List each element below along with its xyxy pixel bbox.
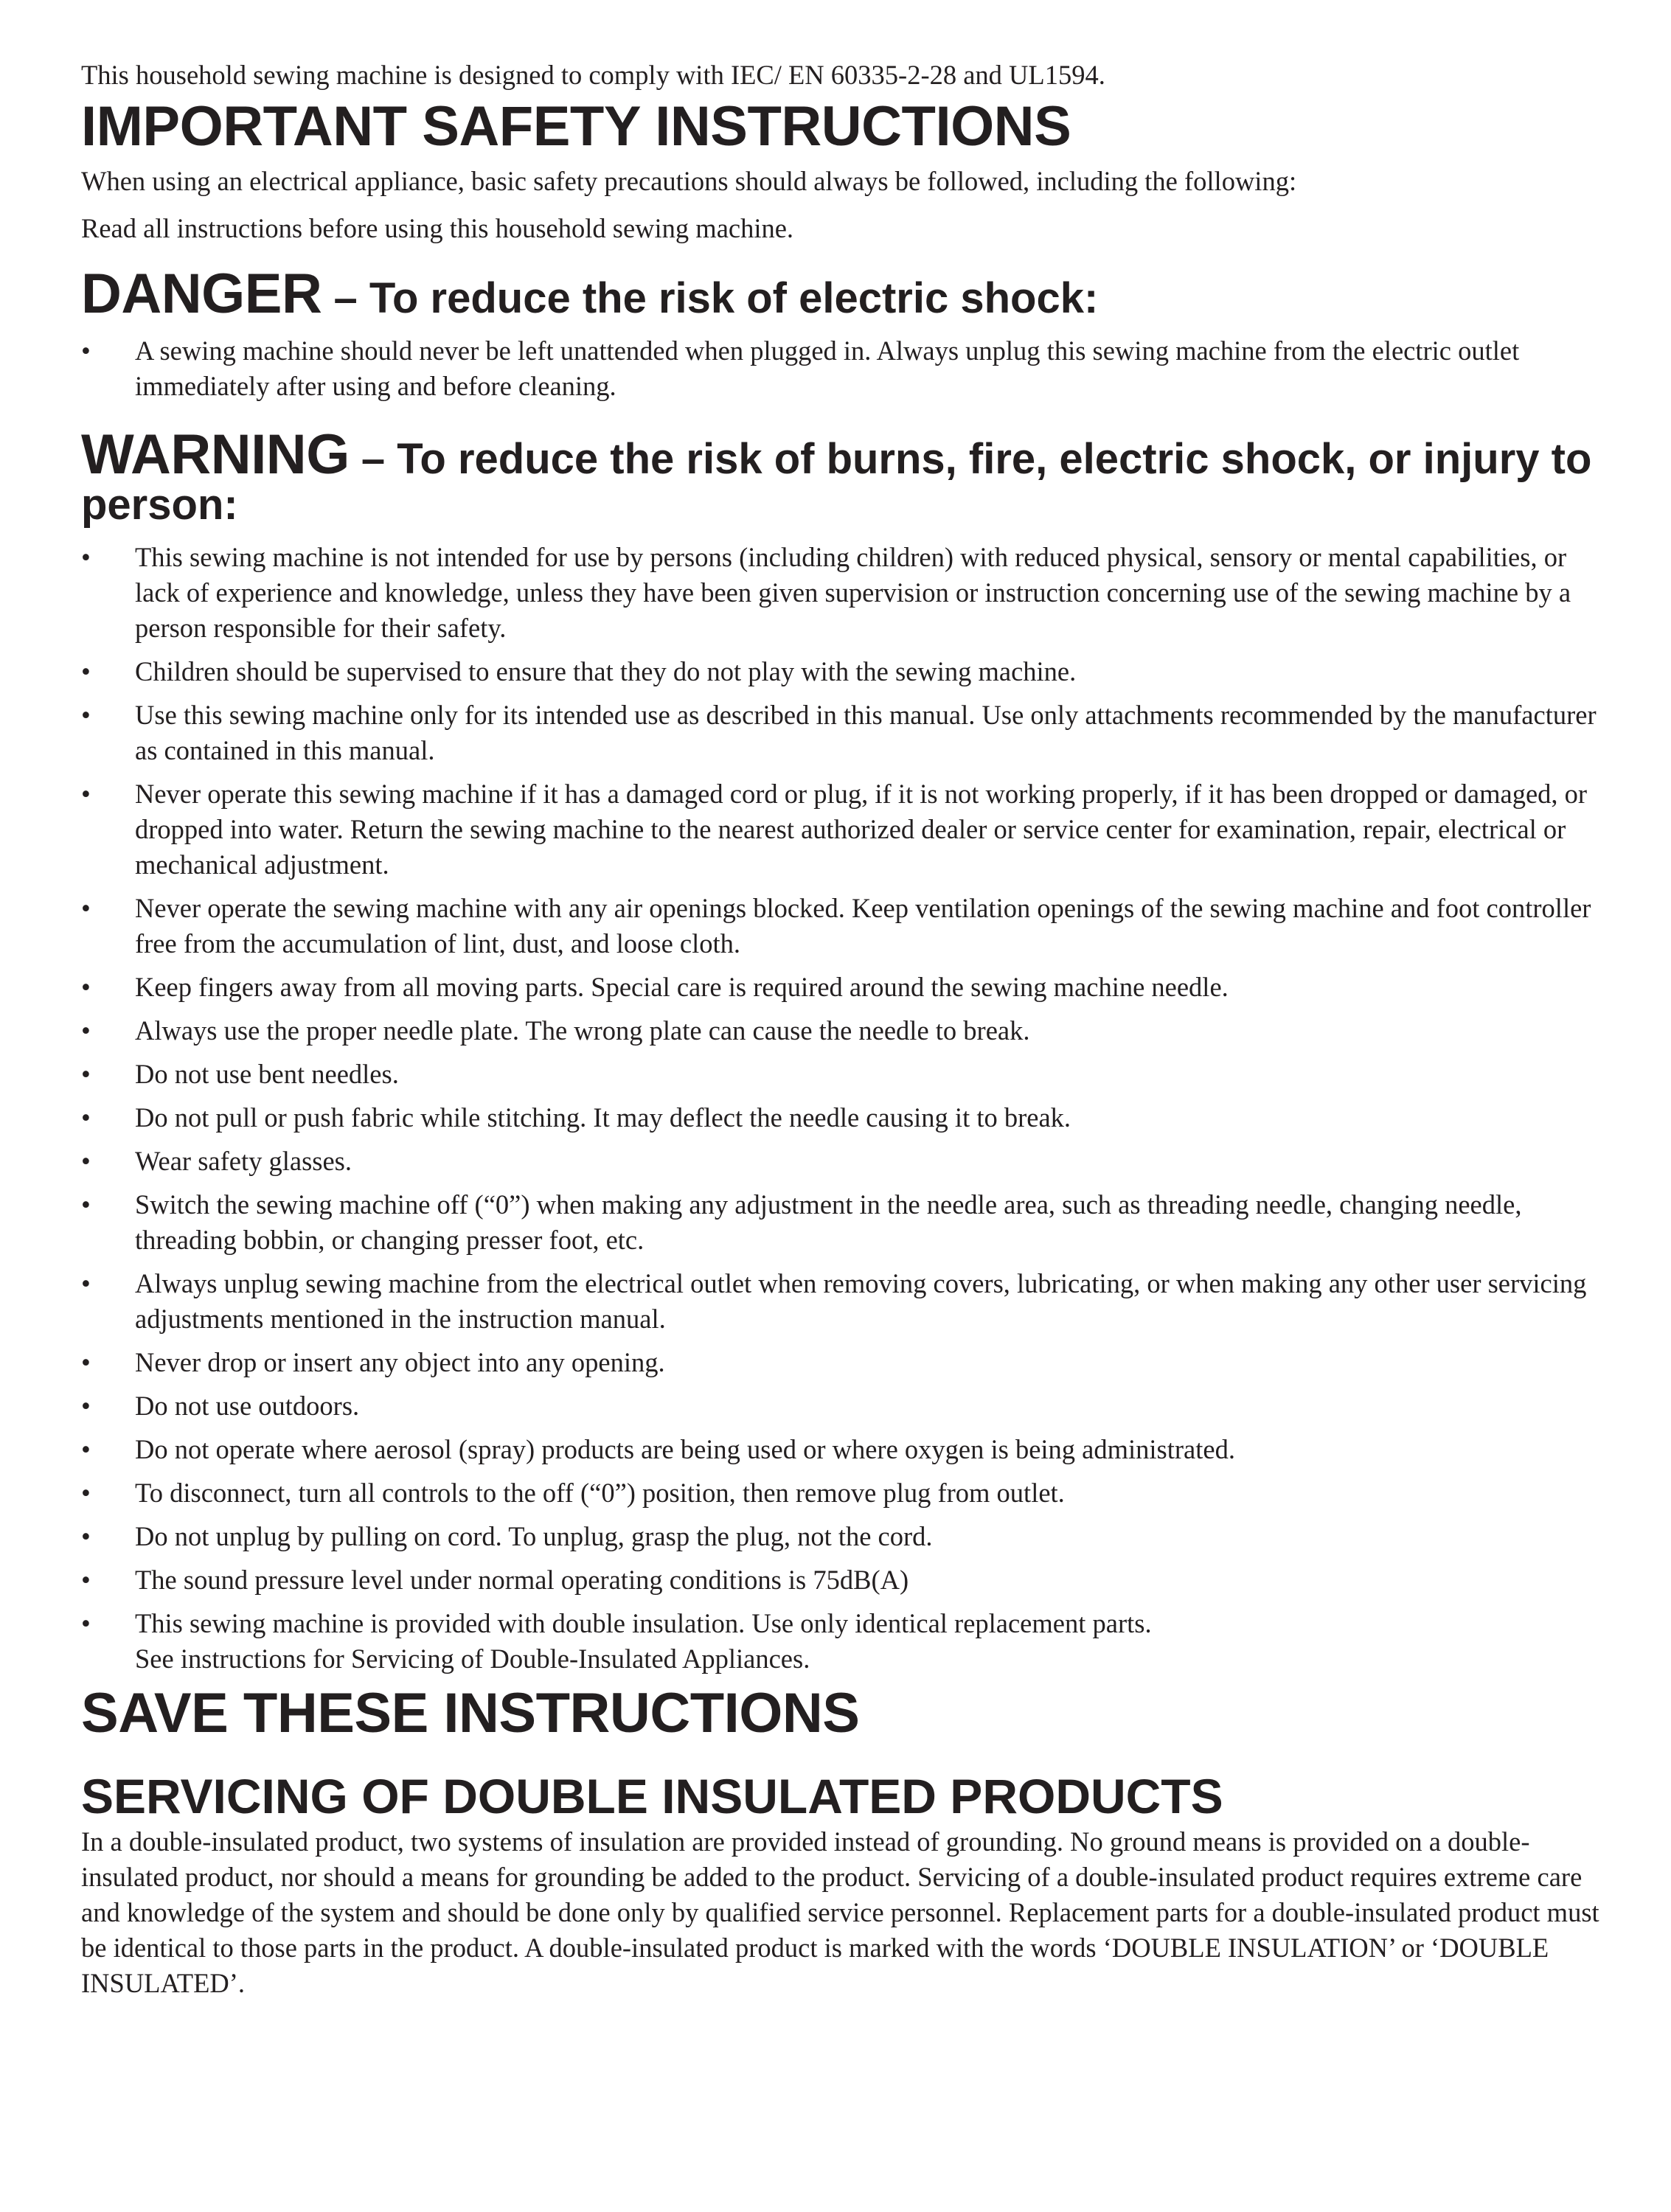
bullet-icon: • <box>81 1608 91 1638</box>
warning-item-text: Wear safety glasses. <box>135 1146 352 1176</box>
warning-item <box>81 1475 1600 1511</box>
servicing-body: In a double-insulated product, two systems of insulation are provided instead of grounding. No ground means is provided on a double-insulated product, nor should a means for grounding be added to the product. Servicing of a double-insulated product requires extreme care and knowledge of the system and should be done only by qualified service personnel. Replacement parts for a double-insulated product must be identical to those parts in the product. A double-insulated product is marked with the words ‘DOUBLE INSULATION’ or ‘DOUBLE INSULATED’. <box>81 1826 1599 1998</box>
danger-item <box>81 333 1600 404</box>
bullet-icon: • <box>81 893 91 923</box>
warning-item <box>81 1057 1600 1092</box>
warning-heading <box>81 423 1600 529</box>
warning-item <box>81 1432 1600 1467</box>
warning-item-text: Use this sewing machine only for its intended use as described in this manual. Use only attachments recommended by the manufacturer as contained in this manual. <box>135 700 1597 765</box>
bullet-icon: • <box>81 1102 91 1133</box>
bullet-icon: • <box>81 700 91 730</box>
bullet-icon: • <box>81 1189 91 1220</box>
bullet-icon: • <box>81 1347 91 1377</box>
bullet-icon: • <box>81 335 91 366</box>
warning-item-text: Switch the sewing machine off (“0”) when making any adjustment in the needle area, such as threading needle, changing needle, threading bobbin, or changing presser foot, etc. <box>135 1189 1522 1255</box>
danger-heading <box>81 262 1600 333</box>
intro-line-2: Read all instructions before using this household sewing machine. <box>81 213 794 243</box>
warning-item-text: Never drop or insert any object into any opening. <box>135 1347 665 1377</box>
warning-label: WARNING <box>81 423 350 486</box>
bullet-icon: • <box>81 656 91 686</box>
warning-item-text: Do not unplug by pulling on cord. To unplug, grasp the plug, not the cord. <box>135 1521 933 1551</box>
bullet-icon: • <box>81 1478 91 1508</box>
warning-item-text: To disconnect, turn all controls to the off (“0”) position, then remove plug from outlet. <box>135 1478 1065 1508</box>
warning-item <box>81 1606 1600 1677</box>
warning-item-text: Never operate the sewing machine with any air openings blocked. Keep ventilation openings of the sewing machine and foot controller free from the accumulation of lint, dust, and loose cloth. <box>135 893 1591 959</box>
warning-item-text: Always use the proper needle plate. The wrong plate can cause the needle to break. <box>135 1015 1030 1046</box>
bullet-icon: • <box>81 1146 91 1176</box>
danger-item-text: A sewing machine should never be left unattended when plugged in. Always unplug this sewing machine from the electric outlet immediately after using and before cleaning. <box>135 335 1520 401</box>
warning-item <box>81 654 1600 689</box>
warning-item-text: Always unplug sewing machine from the electrical outlet when removing covers, lubricating, or when making any other user servicing adjustments mentioned in the instruction manual. <box>135 1268 1587 1334</box>
danger-list <box>81 333 1600 404</box>
warning-item-text: This sewing machine is not intended for use by persons (including children) with reduced physical, sensory or mental capabilities, or lack of experience and knowledge, unless they have been given supervision or instruction concerning use of the sewing machine by a person responsible for their safety. <box>135 542 1571 643</box>
warning-item-text: Do not operate where aerosol (spray) products are being used or where oxygen is being administrated. <box>135 1434 1235 1464</box>
compliance-statement: This household sewing machine is designed to comply with IEC/ EN 60335-2-28 and UL1594. <box>81 60 1105 90</box>
warning-item-text: Children should be supervised to ensure that they do not play with the sewing machine. <box>135 656 1077 686</box>
bullet-icon: • <box>81 1268 91 1298</box>
bullet-icon: • <box>81 1434 91 1464</box>
warning-item-text: Do not use bent needles. <box>135 1059 399 1089</box>
warning-subtitle: – To reduce the risk of burns, fire, electric shock, or injury to person: <box>81 435 1592 529</box>
warning-item-text: This sewing machine is provided with double insulation. Use only identical replacement parts. See instructions for Servicing of Double-Insulated Appliances. <box>135 1608 1152 1674</box>
warning-item <box>81 1562 1600 1598</box>
bullet-icon: • <box>81 1059 91 1089</box>
warning-item <box>81 698 1600 768</box>
warning-item-text: Keep fingers away from all moving parts. Special care is required around the sewing machine needle. <box>135 972 1229 1002</box>
warning-item <box>81 891 1600 961</box>
warning-item-text: The sound pressure level under normal operating conditions is 75dB(A) <box>135 1565 909 1595</box>
safety-page <box>81 58 1600 2001</box>
save-instructions-heading: SAVE THESE INSTRUCTIONS <box>81 1682 860 1745</box>
bullet-icon: • <box>81 779 91 809</box>
warning-item <box>81 1266 1600 1337</box>
warning-item <box>81 1345 1600 1380</box>
warning-item <box>81 1144 1600 1179</box>
warning-item <box>81 1013 1600 1048</box>
warning-item <box>81 1388 1600 1424</box>
warning-item-text: Do not use outdoors. <box>135 1391 360 1421</box>
warning-item-text: Do not pull or push fabric while stitching. It may deflect the needle causing it to break. <box>135 1102 1071 1133</box>
bullet-icon: • <box>81 542 91 572</box>
warning-item <box>81 970 1600 1005</box>
servicing-heading: SERVICING OF DOUBLE INSULATED PRODUCTS <box>81 1769 1223 1823</box>
bullet-icon: • <box>81 1521 91 1551</box>
danger-subtitle: – To reduce the risk of electric shock: <box>322 274 1099 322</box>
bullet-icon: • <box>81 972 91 1002</box>
warning-item <box>81 1187 1600 1258</box>
bullet-icon: • <box>81 1015 91 1046</box>
warning-item <box>81 1100 1600 1135</box>
warning-list <box>81 540 1600 1677</box>
warning-item <box>81 1519 1600 1554</box>
danger-label: DANGER <box>81 262 322 325</box>
bullet-icon: • <box>81 1565 91 1595</box>
warning-item <box>81 540 1600 646</box>
warning-item <box>81 776 1600 883</box>
intro-line-1: When using an electrical appliance, basic safety precautions should always be followed, including the following: <box>81 166 1297 196</box>
bullet-icon: • <box>81 1391 91 1421</box>
page-title: IMPORTANT SAFETY INSTRUCTIONS <box>81 95 1071 158</box>
warning-item-text: Never operate this sewing machine if it has a damaged cord or plug, if it is not working properly, if it has been dropped or damaged, or dropped into water. Return the sewing machine to the nearest authorized dealer or service center for examination, repair, electrical or mechanical adjustment. <box>135 779 1588 880</box>
